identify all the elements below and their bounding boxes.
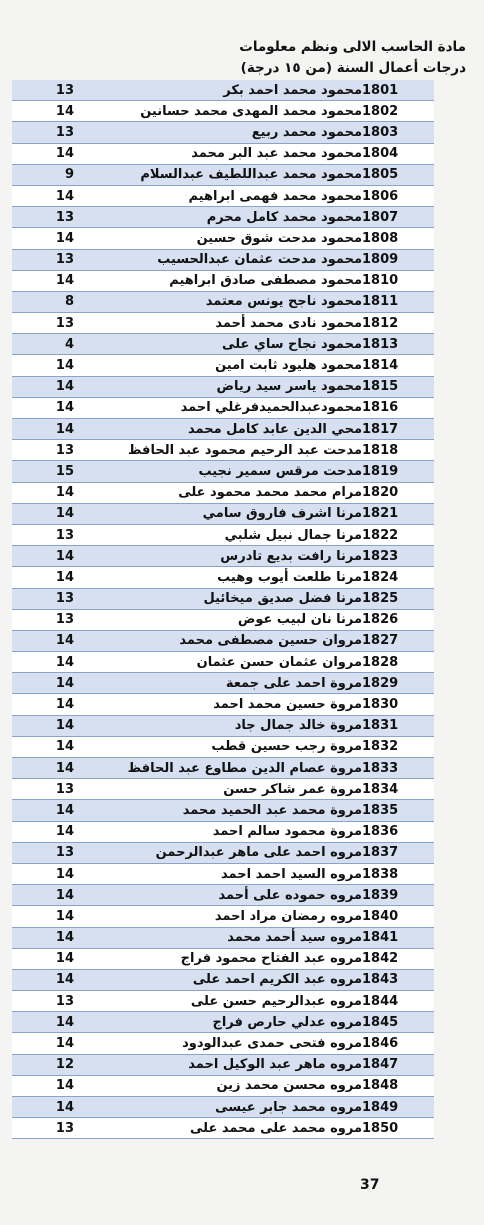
grade-cell: [12, 863, 74, 884]
student-id-cell: 1825: [362, 588, 434, 609]
table-row: [12, 588, 434, 609]
table-row: [12, 630, 434, 651]
student-id-cell: 1835: [362, 800, 434, 821]
student-name-cell: مروة احمد على جمعة: [74, 673, 362, 694]
student-id-cell: 1812: [362, 313, 434, 334]
grade-value: 15: [55, 463, 74, 479]
student-id-cell: 1844: [362, 991, 434, 1012]
student-id-cell: 1814: [362, 355, 434, 376]
grade-value: 4: [64, 336, 74, 352]
student-id-cell: 1850: [362, 1118, 434, 1139]
grade-value: 14: [55, 400, 74, 416]
grade-value: 14: [55, 739, 74, 755]
table-row: [12, 906, 434, 927]
grade-cell: [12, 630, 74, 651]
table-row: [12, 1097, 434, 1118]
grade-value: 14: [55, 866, 74, 882]
student-name-cell: مروه احمد على ماهر عبدالرحمن: [74, 842, 362, 863]
table-row: [12, 736, 434, 757]
table-row: [12, 1075, 434, 1096]
student-name-cell: مروه محسن محمد زين: [74, 1075, 362, 1096]
grade-value: 14: [55, 103, 74, 119]
student-name-cell: مروه محمد على محمد على: [74, 1118, 362, 1139]
grade-value: 14: [55, 379, 74, 395]
table-row: [12, 779, 434, 800]
student-id-cell: 1822: [362, 524, 434, 545]
student-name-cell: مروه حموده على أحمد: [74, 885, 362, 906]
table-row: [12, 143, 434, 164]
student-id-cell: 1823: [362, 546, 434, 567]
grade-value: 14: [55, 146, 74, 162]
student-name-cell: مرام محمد محمد محمود على: [74, 482, 362, 503]
grade-value: 14: [55, 569, 74, 585]
grade-value: 13: [55, 591, 74, 607]
grade-cell: [12, 969, 74, 990]
student-name-cell: محمود محمد احمد بكر: [74, 80, 362, 101]
student-id-cell: 1848: [362, 1075, 434, 1096]
student-id-cell: 1804: [362, 143, 434, 164]
grade-value: 14: [55, 188, 74, 204]
grade-cell: [12, 524, 74, 545]
student-name-cell: مروة خالد جمال جاد: [74, 715, 362, 736]
grade-value: 14: [55, 506, 74, 522]
student-id-cell: 1845: [362, 1012, 434, 1033]
grade-value: 14: [55, 654, 74, 670]
student-id-cell: 1832: [362, 736, 434, 757]
student-id-cell: 1821: [362, 503, 434, 524]
student-name-cell: مروه عدلي حارص فراج: [74, 1012, 362, 1033]
table-row: [12, 270, 434, 291]
student-name-cell: مروة محمود سالم احمد: [74, 821, 362, 842]
grade-value: 13: [55, 209, 74, 225]
grade-cell: [12, 376, 74, 397]
table-row: [12, 991, 434, 1012]
grade-cell: [12, 419, 74, 440]
student-name-cell: مرنا فضل صديق ميخائيل: [74, 588, 362, 609]
table-row: [12, 419, 434, 440]
student-id-cell: 1816: [362, 397, 434, 418]
grade-cell: [12, 567, 74, 588]
student-id-cell: 1811: [362, 291, 434, 312]
student-id-cell: 1828: [362, 652, 434, 673]
student-name-cell: مروان حسين مصطفى محمد: [74, 630, 362, 651]
grade-value: 14: [55, 824, 74, 840]
grade-value: 14: [55, 633, 74, 649]
grade-value: 14: [55, 230, 74, 246]
grade-cell: [12, 800, 74, 821]
student-name-cell: مرنا نان لبيب عوض: [74, 609, 362, 630]
student-name-cell: مروه ماهر عبد الوكيل احمد: [74, 1054, 362, 1075]
student-name-cell: محي الدين عابد كامل محمد: [74, 419, 362, 440]
grade-value: 14: [55, 887, 74, 903]
grade-value: 14: [55, 1014, 74, 1030]
table-row: [12, 609, 434, 630]
grade-cell: [12, 991, 74, 1012]
student-name-cell: مروة عمر شاكر حسن: [74, 779, 362, 800]
table-row: [12, 334, 434, 355]
table-row: [12, 1033, 434, 1054]
student-name-cell: محمود مصطفى صادق ابراهيم: [74, 270, 362, 291]
table-row: [12, 164, 434, 185]
student-name-cell: مرنا جمال نبيل شلبي: [74, 524, 362, 545]
table-row: [12, 969, 434, 990]
grade-cell: [12, 207, 74, 228]
grade-value: 14: [55, 675, 74, 691]
table-row: [12, 885, 434, 906]
table-row: [12, 503, 434, 524]
grade-value: 14: [55, 1036, 74, 1052]
student-id-cell: 1805: [362, 164, 434, 185]
student-name-cell: محمود محمد ربيع: [74, 122, 362, 143]
student-name-cell: مروه رمضان مراد احمد: [74, 906, 362, 927]
grade-cell: [12, 1054, 74, 1075]
grade-cell: [12, 397, 74, 418]
student-name-cell: مرنا طلعت أيوب وهيب: [74, 567, 362, 588]
grades-table-body: [12, 80, 434, 1139]
grade-value: 14: [55, 930, 74, 946]
grade-value: 14: [55, 951, 74, 967]
student-name-cell: مروة عصام الدين مطاوع عبد الحافظ: [74, 758, 362, 779]
table-row: [12, 440, 434, 461]
table-row: [12, 1054, 434, 1075]
student-name-cell: مدحت مرقس سمير نجيب: [74, 461, 362, 482]
student-id-cell: 1820: [362, 482, 434, 503]
grades-table: [12, 80, 434, 1139]
grade-value: 14: [55, 273, 74, 289]
grade-cell: [12, 291, 74, 312]
student-name-cell: مروه عبد الكريم احمد على: [74, 969, 362, 990]
student-name-cell: مرنا اشرف فاروق سامي: [74, 503, 362, 524]
student-id-cell: 1842: [362, 948, 434, 969]
grade-value: 13: [55, 1120, 74, 1136]
student-id-cell: 1807: [362, 207, 434, 228]
student-id-cell: 1819: [362, 461, 434, 482]
grade-cell: [12, 80, 74, 101]
table-row: [12, 355, 434, 376]
grade-value: 14: [55, 1099, 74, 1115]
grade-cell: [12, 673, 74, 694]
grade-value: 13: [55, 527, 74, 543]
student-name-cell: مروة حسين محمد احمد: [74, 694, 362, 715]
student-id-cell: 1847: [362, 1054, 434, 1075]
grade-cell: [12, 885, 74, 906]
student-id-cell: 1808: [362, 228, 434, 249]
student-id-cell: 1834: [362, 779, 434, 800]
table-row: [12, 758, 434, 779]
student-name-cell: محمود محمد عبد البر محمد: [74, 143, 362, 164]
grade-cell: [12, 588, 74, 609]
student-id-cell: 1810: [362, 270, 434, 291]
table-row: [12, 376, 434, 397]
table-row: [12, 185, 434, 206]
student-id-cell: 1813: [362, 334, 434, 355]
grade-value: 13: [55, 612, 74, 628]
grade-value: 14: [55, 548, 74, 564]
table-row: [12, 715, 434, 736]
student-name-cell: مرنا رافت بديع تادرس: [74, 546, 362, 567]
grade-cell: [12, 185, 74, 206]
student-name-cell: محمود محمد فهمى ابراهيم: [74, 185, 362, 206]
grade-cell: [12, 842, 74, 863]
table-row: [12, 122, 434, 143]
grade-cell: [12, 821, 74, 842]
grade-value: 12: [55, 1057, 74, 1073]
table-row: [12, 291, 434, 312]
grade-value: 14: [55, 1078, 74, 1094]
student-name-cell: مدحت عبد الرحيم محمود عبد الحافظ: [74, 440, 362, 461]
grade-cell: [12, 461, 74, 482]
grade-value: 13: [55, 252, 74, 268]
student-id-cell: 1833: [362, 758, 434, 779]
student-id-cell: 1843: [362, 969, 434, 990]
student-id-cell: 1831: [362, 715, 434, 736]
grade-cell: [12, 948, 74, 969]
grade-cell: [12, 1033, 74, 1054]
student-id-cell: 1826: [362, 609, 434, 630]
grade-cell: [12, 270, 74, 291]
student-name-cell: مروة محمد عبد الحميد محمد: [74, 800, 362, 821]
grade-cell: [12, 440, 74, 461]
grade-cell: [12, 164, 74, 185]
grade-value: 14: [55, 908, 74, 924]
grade-cell: [12, 652, 74, 673]
student-name-cell: محمود نجاح ساي على: [74, 334, 362, 355]
student-id-cell: 1836: [362, 821, 434, 842]
grade-value: 14: [55, 421, 74, 437]
table-row: [12, 652, 434, 673]
table-row: [12, 80, 434, 101]
grade-value: 14: [55, 697, 74, 713]
student-name-cell: محمود محمد كامل محرم: [74, 207, 362, 228]
student-id-cell: 1801: [362, 80, 434, 101]
table-row: [12, 101, 434, 122]
grade-cell: [12, 249, 74, 270]
student-id-cell: 1829: [362, 673, 434, 694]
table-row: [12, 524, 434, 545]
grade-value: 14: [55, 760, 74, 776]
table-row: [12, 1012, 434, 1033]
grade-cell: [12, 546, 74, 567]
student-id-cell: 1818: [362, 440, 434, 461]
grade-value: 13: [55, 442, 74, 458]
table-row: [12, 863, 434, 884]
student-id-cell: 1815: [362, 376, 434, 397]
student-id-cell: 1802: [362, 101, 434, 122]
student-name-cell: مروان عثمان حسن عثمان: [74, 652, 362, 673]
grade-value: 13: [55, 781, 74, 797]
grade-value: 13: [55, 993, 74, 1009]
grades-subtitle: درجات أعمال السنة (من ١٥ درجة): [240, 60, 466, 76]
grade-cell: [12, 334, 74, 355]
student-id-cell: 1830: [362, 694, 434, 715]
grade-value: 13: [55, 82, 74, 98]
grade-cell: [12, 927, 74, 948]
student-name-cell: محمود ناجح يونس معتمد: [74, 291, 362, 312]
grade-cell: [12, 779, 74, 800]
student-id-cell: 1838: [362, 863, 434, 884]
grade-value: 8: [64, 294, 74, 310]
table-row: [12, 673, 434, 694]
student-name-cell: مروه عبدالرحيم حسن على: [74, 991, 362, 1012]
table-row: [12, 567, 434, 588]
grade-value: 14: [55, 485, 74, 501]
grade-cell: [12, 101, 74, 122]
grade-value: 9: [64, 167, 74, 183]
table-row: [12, 228, 434, 249]
student-name-cell: مروه سيد أحمد محمد: [74, 927, 362, 948]
student-id-cell: 1817: [362, 419, 434, 440]
student-name-cell: مروه عبد الفتاح محمود فراج: [74, 948, 362, 969]
student-id-cell: 1837: [362, 842, 434, 863]
table-row: [12, 397, 434, 418]
student-name-cell: محمود محمد المهدى محمد حسانين: [74, 101, 362, 122]
grade-cell: [12, 228, 74, 249]
grade-cell: [12, 1075, 74, 1096]
table-row: [12, 927, 434, 948]
grade-value: 13: [55, 845, 74, 861]
table-row: [12, 694, 434, 715]
table-row: [12, 800, 434, 821]
student-name-cell: محمودعبدالحميدفرغلي احمد: [74, 397, 362, 418]
page-number: 37: [360, 1177, 380, 1193]
student-name-cell: محمود مدحت شوق حسين: [74, 228, 362, 249]
table-row: [12, 482, 434, 503]
document-header: [239, 37, 466, 79]
table-row: [12, 842, 434, 863]
student-id-cell: 1846: [362, 1033, 434, 1054]
table-row: [12, 207, 434, 228]
student-name-cell: مروه محمد جابر عيسى: [74, 1097, 362, 1118]
grade-cell: [12, 609, 74, 630]
student-name-cell: محمود نادى محمد أحمد: [74, 313, 362, 334]
student-id-cell: 1827: [362, 630, 434, 651]
table-row: [12, 546, 434, 567]
grade-cell: [12, 355, 74, 376]
student-id-cell: 1824: [362, 567, 434, 588]
grade-cell: [12, 503, 74, 524]
grade-value: 14: [55, 358, 74, 374]
grade-value: 14: [55, 718, 74, 734]
student-id-cell: 1849: [362, 1097, 434, 1118]
grade-cell: [12, 715, 74, 736]
student-name-cell: محمود ياسر سيد رياض: [74, 376, 362, 397]
grade-value: 13: [55, 315, 74, 331]
grade-cell: [12, 143, 74, 164]
student-name-cell: مروه السيد احمد احمد: [74, 863, 362, 884]
grade-cell: [12, 758, 74, 779]
grade-cell: [12, 694, 74, 715]
table-row: [12, 1118, 434, 1139]
student-id-cell: 1806: [362, 185, 434, 206]
student-name-cell: محمود محمد عبداللطيف عبدالسلام: [74, 164, 362, 185]
grade-value: 14: [55, 972, 74, 988]
table-row: [12, 461, 434, 482]
grade-cell: [12, 1118, 74, 1139]
grade-cell: [12, 1097, 74, 1118]
student-name-cell: محمود هليود ثابت امين: [74, 355, 362, 376]
student-id-cell: 1839: [362, 885, 434, 906]
table-row: [12, 249, 434, 270]
subject-title: مادة الحاسب الالى ونظم معلومات: [239, 39, 466, 55]
grade-cell: [12, 482, 74, 503]
student-name-cell: مروة رجب حسين قطب: [74, 736, 362, 757]
table-row: [12, 313, 434, 334]
student-id-cell: 1803: [362, 122, 434, 143]
grade-value: 13: [55, 124, 74, 140]
table-row: [12, 948, 434, 969]
table-row: [12, 821, 434, 842]
grade-value: 14: [55, 802, 74, 818]
student-id-cell: 1840: [362, 906, 434, 927]
student-name-cell: مروه فتحى حمدى عبدالودود: [74, 1033, 362, 1054]
grade-cell: [12, 1012, 74, 1033]
student-id-cell: 1809: [362, 249, 434, 270]
student-id-cell: 1841: [362, 927, 434, 948]
grade-cell: [12, 736, 74, 757]
grade-cell: [12, 313, 74, 334]
grade-cell: [12, 122, 74, 143]
grade-cell: [12, 906, 74, 927]
student-name-cell: محمود مدحت عثمان عبدالحسيب: [74, 249, 362, 270]
